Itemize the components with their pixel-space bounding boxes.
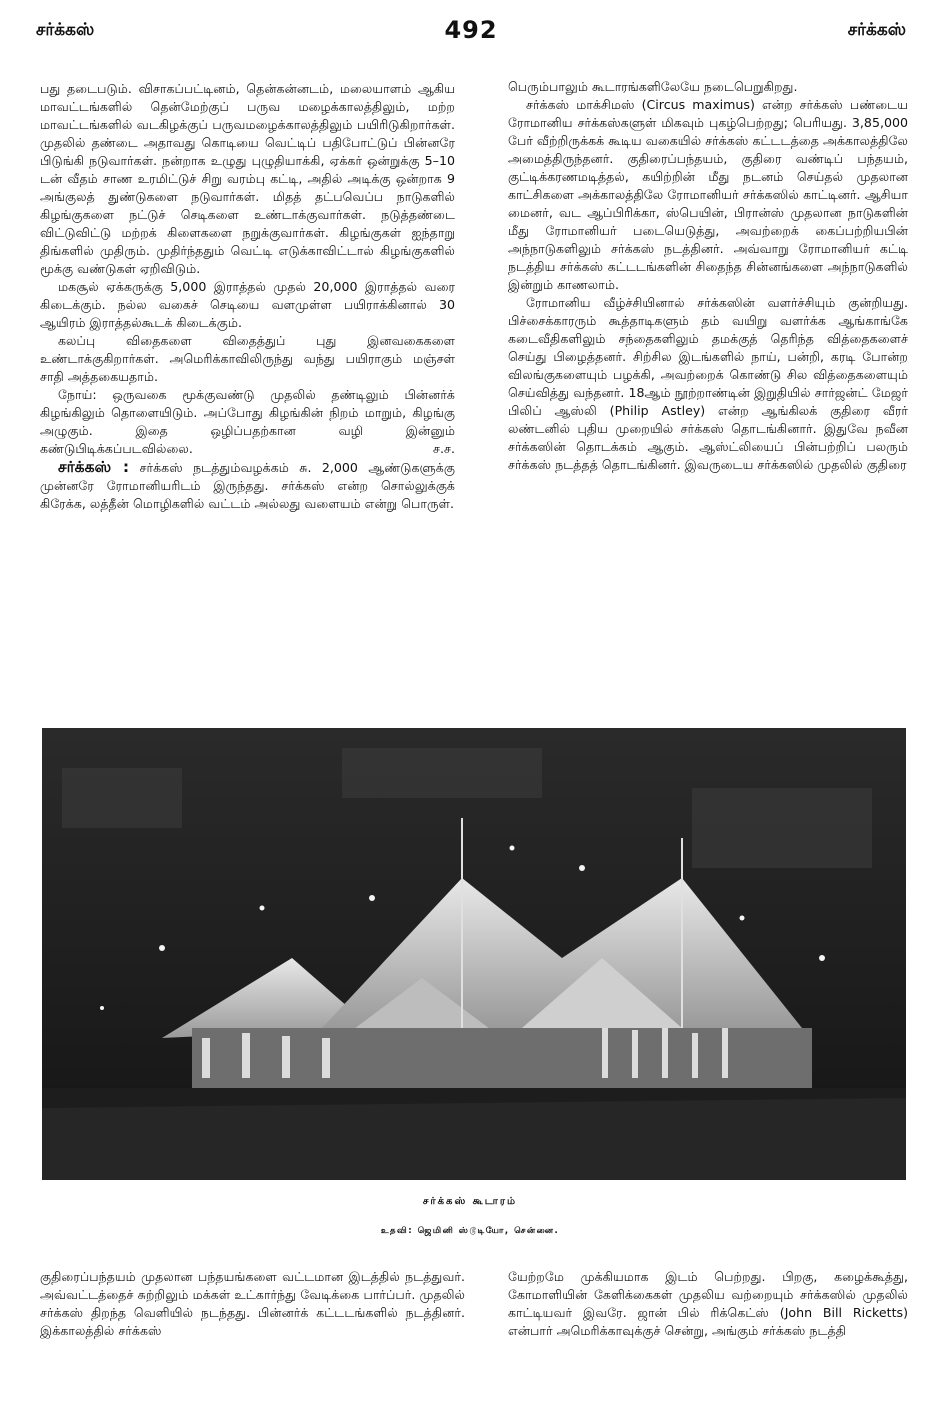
paragraph: பெரும்பாலும் கூடாரங்களிலேயே நடைபெறுகிறது. (508, 79, 798, 94)
bottom-left-column (40, 1268, 465, 1340)
right-column (508, 78, 908, 474)
page-header (36, 16, 906, 50)
page-number: 492 (444, 16, 498, 44)
running-head-left: சர்க்கஸ் (36, 20, 95, 40)
paragraph: மகசூல் ஏக்கருக்கு 5,000 இராத்தல் முதல் 20,000 இராத்தல் வரை கிடைக்கும். நல்ல வகைச் செடியை வளமுள்ள பயிராக்கினால் 30 ஆயிரம் இராத்தல்கூடக் கிடைக்கும். (40, 279, 455, 330)
bottom-right-column (508, 1268, 908, 1340)
paragraph: குதிரைப்பந்தயம் முதலான பந்தயங்களை வட்டமான இடத்தில் நடத்துவர். அவ்வட்டத்தைச் சுற்றிலும் மக்கள் உட்கார்ந்து வேடிக்கை பார்ப்பர். முதலில் சர்க்கஸ் திறந்த வெளியில் நடந்தது. பின்னர்க் கட்டடங்களில் நடத்தினர். இக்காலத்தில் சர்க்கஸ் (40, 1269, 465, 1338)
circus-tent-photo (42, 728, 906, 1180)
entry-paragraph (40, 458, 455, 513)
paragraph: ரோமானிய வீழ்ச்சியினால் சர்க்கஸின் வளர்ச்சியும் குன்றியது. பிச்சைக்காரரும் கூத்தாடிகளும் தம் வயிறு வளர்க்க ஆங்காங்கே கடைவீதிகளிலும் சந்தைகளிலும் தமக்குத் தெரிந்த வித்தைகளைச் செய்து பிழைத்தனர். சிற்சில இடங்களில் நாய், பன்றி, கரடி போன்ற விலங்குகளையும் பழக்கி, அவற்றைக் கொண்டு சில வித்தைகளையும் செய்வித்து வந்தனர். 18ஆம் நூற்றாண்டின் இறுதியில் சார்ஜன்ட் மேஜர் பிலிப் ஆஸ்லி (Philip Astley) என்ற ஆங்கிலக் குதிரை வீரர் லண்டனில் புதிய முறையில் சர்க்கஸ் தொடங்கினார். இதுவே நவீன சர்க்கஸின் தொடக்கம் ஆகும். ஆஸ்ட்லியைப் பின்பற்றிப் பலரும் சர்க்கஸ் நடத்தத் தொடங்கினர். இவருடைய சர்க்கஸில் முதலில் குதிரை (508, 295, 908, 472)
figure-credit: உதவி: ஜெமினி ஸ்டூடியோ, சென்னை. (380, 1226, 560, 1236)
paragraph: பது தடைபடும். விசாகப்பட்டினம், தென்கன்னடம், மலையாளம் ஆகிய மாவட்டங்களில் தென்மேற்குப் பருவ மழைக்காலத்திலும், மற்ற மாவட்டங்களில் வடகிழக்குப் பருவமழைக்காலத்திலும் பயிரிடுகிறார்கள். முதலில் தண்டை அதாவது கொடியை வெட்டிப் பதிபோட்டுப் பின்னரே பிடுங்கி நடுவார்கள். நன்றாக உழுது புழுதியாக்கி, ஏக்கர் ஒன்றுக்கு 5–10 டன் வீதம் சாண உரமிட்டுச் சிறு வரம்பு கட்டி, அதில் அடிக்கு ஒன்றாக 9 அங்குலத் துண்டுகளை நடுவார்கள். மிதத் தட்பவெப்ப நாடுகளில் கிழங்குகளை நட்டுச் செடிகளை உண்டாக்குவார்கள். நடுத்தண்டை விட்டுவிட்டு மற்றக் கிளைகளை நறுக்குவார்கள். கிழங்குகள் ஐந்தாறு திங்களில் முதிரும். முதிர்ந்ததும் வெட்டி எடுக்காவிட்டால் கிழங்குகளில் மூக்கு வண்டுகள் ஏறிவிடும். (40, 81, 455, 276)
author-signature: ச.ச. (433, 441, 455, 456)
paragraph-text: சர்க்கஸ் நடத்தும்வழக்கம் சு. 2,000 ஆண்டுகளுக்கு முன்னரே ரோமானியரிடம் இருந்தது. சர்க்கஸ் என்ற சொல்லுக்குக் கிரேக்க, லத்தீன் மொழிகளில் வட்டம் அல்லது வளையம் என்று பொருள். (40, 460, 455, 511)
paragraph (40, 386, 455, 458)
paragraph: சர்க்கஸ் மாக்சிமஸ் (Circus maximus) என்ற சர்க்கஸ் பண்டைய ரோமானிய சர்க்கஸ்களுள் மிகவும் புகழ்பெற்றது; பெரியது. 3,85,000 பேர் வீற்றிருக்கக் கூடிய வகையில் சர்க்கஸ் கட்டடத்தை அக்காலத்திலே அமைத்திருந்தனர். குதிரைப்பந்தயம், குதிரை வண்டிப் பந்தயம், குட்டிக்கரணமடித்தல், கயிற்றின் மீது நடனம் செய்தல் முதலான காட்சிகளை அக்காலத்திலே ரோமானியர் சர்க்கஸில் காட்டினர். ஆசியா மைனர், வட ஆப்பிரிக்கா, ஸ்பெயின், பிரான்ஸ் முதலான நாடுகளின் மீது ரோமானியர் படையெடுத்து, அவற்றைக் கைப்பற்றியபின் அந்நாடுகளிலும் சர்க்கஸ் நடத்தினர். அவ்வாறு ரோமானியர் கட்டி நடத்திய சர்க்கஸ் கட்டடங்களின் சிதைந்த சின்னங்களை அந்நாடுகளில் இன்றும் காணலாம். (508, 97, 908, 292)
entry-headword: சர்க்கஸ் : (58, 458, 130, 476)
paragraph: கலப்பு விதைகளை விதைத்துப் புது இனவகைகளை உண்டாக்குகிறார்கள். அமெரிக்காவிலிருந்து வந்து பயிராகும் மஞ்சள் சாதி அத்தகையதாம். (40, 333, 455, 384)
paragraph: யேற்றமே முக்கியமாக இடம் பெற்றது. பிறகு, கழைக்கூத்து, கோமாளியின் கேளிக்கைகள் முதலிய வற்றையும் சர்க்கஸில் முதலில் காட்டியவர் இவரே. ஜான் பில் ரிக்கெட்ஸ் (John Bill Ricketts) என்பார் அமெரிக்காவுக்குச் சென்று, அங்கும் சர்க்கஸ் நடத்தி (508, 1269, 908, 1338)
left-column (40, 80, 455, 513)
figure-caption: சர்க்கஸ் கூடாரம் (422, 1196, 518, 1207)
running-head-right: சர்க்கஸ் (847, 20, 906, 40)
paragraph-text: நோய்: ஒருவகை மூக்குவண்டு முதலில் தண்டிலும் பின்னர்க் கிழங்கிலும் தொளையிடும். அப்போது கிழங்கின் நிறம் மாறும், கிழங்கு அழுகும். இதை ஒழிப்பதற்கான வழி இன்னும் கண்டுபிடிக்கப்படவில்லை. (40, 387, 455, 456)
